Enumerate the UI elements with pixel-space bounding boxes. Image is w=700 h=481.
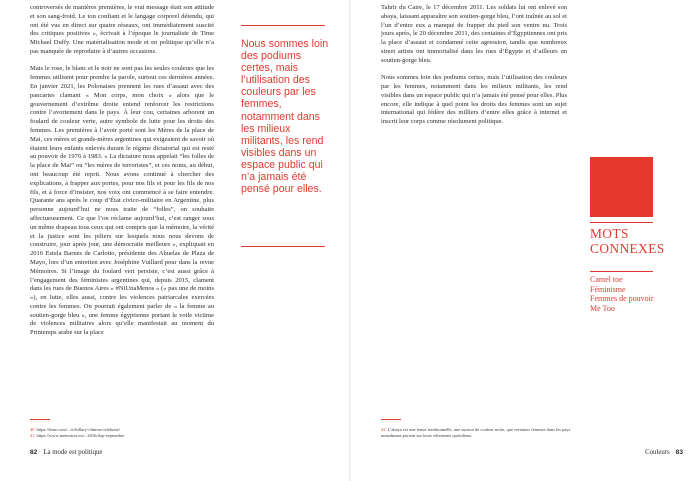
related-words-title — [590, 226, 665, 256]
right-folio — [645, 449, 683, 456]
left-folio — [30, 449, 102, 456]
related-word-link[interactable]: Féminisme — [590, 284, 626, 294]
related-words-list — [590, 275, 670, 313]
left-paragraph-2: Mais le rose, le blanc et le noir ne sont pas les seules couleurs que les femmes utilisent pour prendre la parole, surtout ces dernières années. En janvier 2021, les Polonaises prennent les rues d’assaut avec des pancartes clamant « Mon corps, mon choix » alors que le gouvernement d’extrême droite entend renforcer les restrictions contre l’avortement dans le pays. À leur cou, certaines arborent un foulard de couleur verte, autre symbole de lutte pour les droits des femmes. Les premières à l’avoir porté sont les Mères de la place de Mai, ces mères et grands-mères argentines qui exigeaient de savoir où étaient leurs enfants enlevés durant le régime dictatorial qui est resté au pouvoir de 1976 à 1983. « La dictature nous appelait “les folles de la place de Mai” ou “les mères de terroristes”, et ces noms, au début, ont beaucoup été reprit. Nous avons continué à chercher des explications, à frapper aux portes, pour nos fils et pour les fils de nos fils, et à force d’insister, nos voix ont commencé à se faire entendre. Quarante ans après le coup d’État civico-militaire en Argentine, plus personne aujourd’hui ne nous traite de “folles”, on souhaite affectueusement. Ce que l’on réclame aujourd’hui, c’est ranger sous un même drapeau tous ceux qui ont compris que la mémoire, la vérité et la justice sont les piliers sur lesquels nous nous devons de construire, jour après jour, une démocratie meilleure », expliquait en 2016 Estela Barnes de Carlotto, présidente des Abuelas de Plaza de Mayo, lors d’un entretien avec Joséphine Vuillard pour dans la revue Mémoires. Si l’image du foulard vert persiste, c’est aussi grâce à l’engagement des féministes argentines qui, depuis 2015, clament dans les rues de Buenos Aires « #NiUnaMenos » (« pas une de moins »), en lutte, elles aussi, contre les violences patriarcales exercées contre les femmes. On pourrait également parler de « la femme au soutien-gorge bleu », une femme égyptienne portant le voile victime de violences militaires alors qu’elle manifestait au moment du Printemps arabe sur la place — [30, 65, 214, 337]
right-page-body — [381, 4, 567, 127]
pull-quote — [241, 38, 331, 195]
footnote-number: 41 — [30, 433, 35, 439]
left-page-body — [30, 4, 214, 338]
related-word-link[interactable]: Camel toe — [590, 275, 623, 284]
footnote — [30, 433, 220, 439]
right-running-title: Couleurs — [645, 449, 670, 456]
footnote — [381, 427, 571, 440]
right-paragraph-1: Tahrir du Caire, le 17 décembre 2011. Les soldats lui ont enlevé son abaya, laissant apparaître son soutien-gorge bleu, l’ont traînée au sol et l’un d’entre eux a manqué de frapper du pied son ventre nu. Trois jours après, le 20 décembre 2011, des centaines d’Égyptiennes ont pris la place d’assaut et condamné cette agression, tandis que nombreux street artists ont immortalisé dans les rues d’Égypte et d’ailleurs un soutien-gorge bleu. — [381, 4, 567, 64]
left-footnote-rule — [30, 419, 50, 420]
left-page-number: 82 — [30, 449, 38, 456]
related-words-title-line1: MOTS — [590, 226, 629, 241]
pull-quote-bottom-rule — [241, 246, 325, 247]
related-words-title-line2: CONNEXES — [590, 241, 665, 256]
left-footnotes — [30, 427, 220, 440]
left-running-title: La mode est politique — [43, 449, 103, 456]
related-word-link[interactable]: Me Too — [590, 303, 615, 313]
footnote-number: 42 — [381, 427, 386, 432]
sidebar-bottom-rule — [590, 271, 653, 272]
footnote-text: https://www.memoires.eu/...2016/dop-septembre — [36, 433, 125, 439]
sidebar-top-rule — [590, 222, 653, 223]
right-paragraph-2: Nous sommes loin des podiums certes, mais l’utilisation des couleurs par les femmes, notamment dans les milieux militants, les rend visibles dans un espace public qui n’a jamais été pensé pour elles. Plus encore, elle indique à quel point les droits des femmes sont un sujet international qui fédère des milliers d’entre elles grâce à internet et inscrit leur corps comme résolument politique. — [381, 74, 567, 126]
left-paragraph-1: controversés de manières premières, le vrai message était son attitude et son sang-froid. Le ton confiant et le langage corporel détendu, qui ont été vus en direct sur quatre réseaux, ont immédiatement suscité des critiques positives », écrivait à l’époque le journaliste de Time Michael Duffy. Une matérialisation mode et en politique qu’elle n’a pas manquée de reproduire à d’autres occasions. — [30, 4, 214, 55]
right-footnote-rule — [381, 419, 401, 420]
red-color-swatch — [590, 157, 653, 217]
gutter — [349, 0, 351, 481]
footnote-number: 40 — [30, 427, 35, 432]
related-word-link[interactable]: Femmes de pouvoir — [590, 294, 654, 304]
right-page-number: 83 — [675, 449, 683, 456]
footnote-text: L’abaya est une tenue traditionnelle, une surtout de couleur noire, que certaines femmes dans les pays musulmans portent sur leurs vêtements quotidiens. — [381, 427, 571, 439]
pull-quote-text: Nous sommes loin des podiums certes, mais l’utilisation des couleurs par les femmes, notamment dans les milieux militants, les rend visibles dans un espace public qui n’a jamais été pensé pour elles. — [241, 38, 329, 196]
right-footnotes — [381, 427, 571, 440]
footnote-text: https://time.com/...tv/hillary-clinton-celebrate/ — [36, 427, 120, 432]
pull-quote-top-rule — [241, 25, 325, 26]
